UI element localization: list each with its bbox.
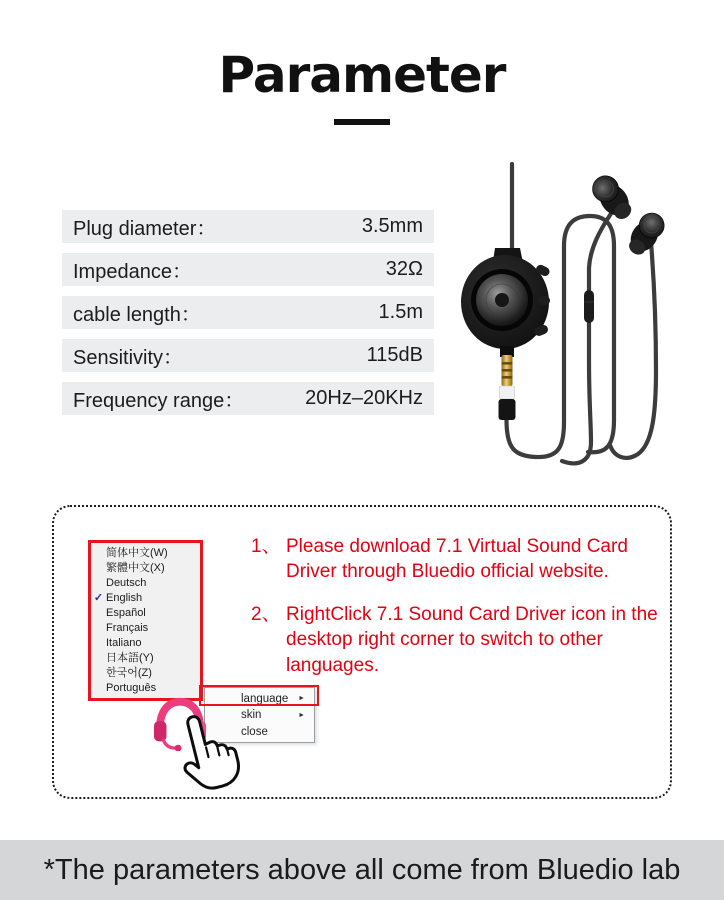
instructions [251,534,663,678]
instruction-number: 1、 [251,536,281,557]
language-item-francais[interactable] [91,621,200,635]
language-item-label: 한국어(Z) [106,667,152,679]
language-item-label: Français [106,622,149,634]
language-item-label: Deutsch [106,577,147,589]
context-menu-item-label: language [241,692,289,705]
spec-value: 20Hz–20KHz [305,387,423,409]
spec-label: Plug diameter： [73,218,217,240]
spec-value: 32Ω [385,258,423,280]
language-item-espanol[interactable] [91,606,200,620]
language-item-label: 繁體中文(X) [106,562,165,574]
language-item-english[interactable] [91,591,200,605]
language-item-simplified-chinese[interactable] [91,546,200,560]
language-item-traditional-chinese[interactable] [91,561,200,575]
spec-label: cable length： [73,304,201,326]
context-menu-item-language[interactable] [205,693,314,705]
language-item-label: 简体中文(W) [106,547,168,559]
language-item-label: Português [106,682,157,694]
title-underline [334,119,390,125]
audio-jack-plug [499,346,516,420]
language-item-italiano[interactable] [91,636,200,650]
instruction-text: RightClick 7.1 Sound Card Driver icon in the desktop right corner to switch to other languages. [286,603,658,676]
spec-row-plug-diameter [62,210,434,243]
inline-mic [584,290,594,323]
spec-value: 3.5mm [361,215,423,237]
earphones-product-image [450,150,724,480]
hand-cursor-icon [171,707,245,797]
footer-text: *The parameters above all come from Bluedio lab [43,853,681,886]
instruction-number: 2、 [251,603,281,625]
sound-card-device [461,248,551,349]
spec-value: 1.5m [378,301,423,323]
instruction-2 [251,602,663,678]
submenu-arrow-icon: ► [298,711,305,719]
language-item-label: Italiano [106,637,142,649]
language-item-label: 日本語(Y) [106,652,154,664]
spec-row-frequency-range [62,382,434,415]
language-item-japanese[interactable] [91,651,200,665]
language-item-label: Español [106,607,146,619]
check-icon: ✓ [93,592,104,604]
instruction-1 [251,534,663,585]
language-item-portugues[interactable] [91,681,200,695]
spec-label: Sensitivity： [73,347,184,369]
context-menu-item-label: close [241,725,268,738]
page-title: Parameter [218,46,506,104]
spec-label: Frequency range： [73,390,245,412]
language-item-deutsch[interactable] [91,576,200,590]
spec-table [62,210,434,415]
spec-row-impedance [62,253,434,286]
spec-row-cable-length [62,296,434,329]
instruction-text: Please download 7.1 Virtual Sound Card Driver through Bluedio official website. [286,536,628,583]
submenu-arrow-icon: ► [298,695,305,702]
language-item-label: English [106,592,143,604]
language-menu [88,540,203,701]
spec-row-sensitivity [62,339,434,372]
spec-label: Impedance： [73,261,192,283]
spec-value: 115dB [366,344,423,366]
context-menu-item-label: skin [241,709,262,721]
earbud-right [623,208,669,260]
footer-note [0,840,724,900]
language-item-korean[interactable] [91,666,200,680]
instruction-panel [52,505,672,799]
